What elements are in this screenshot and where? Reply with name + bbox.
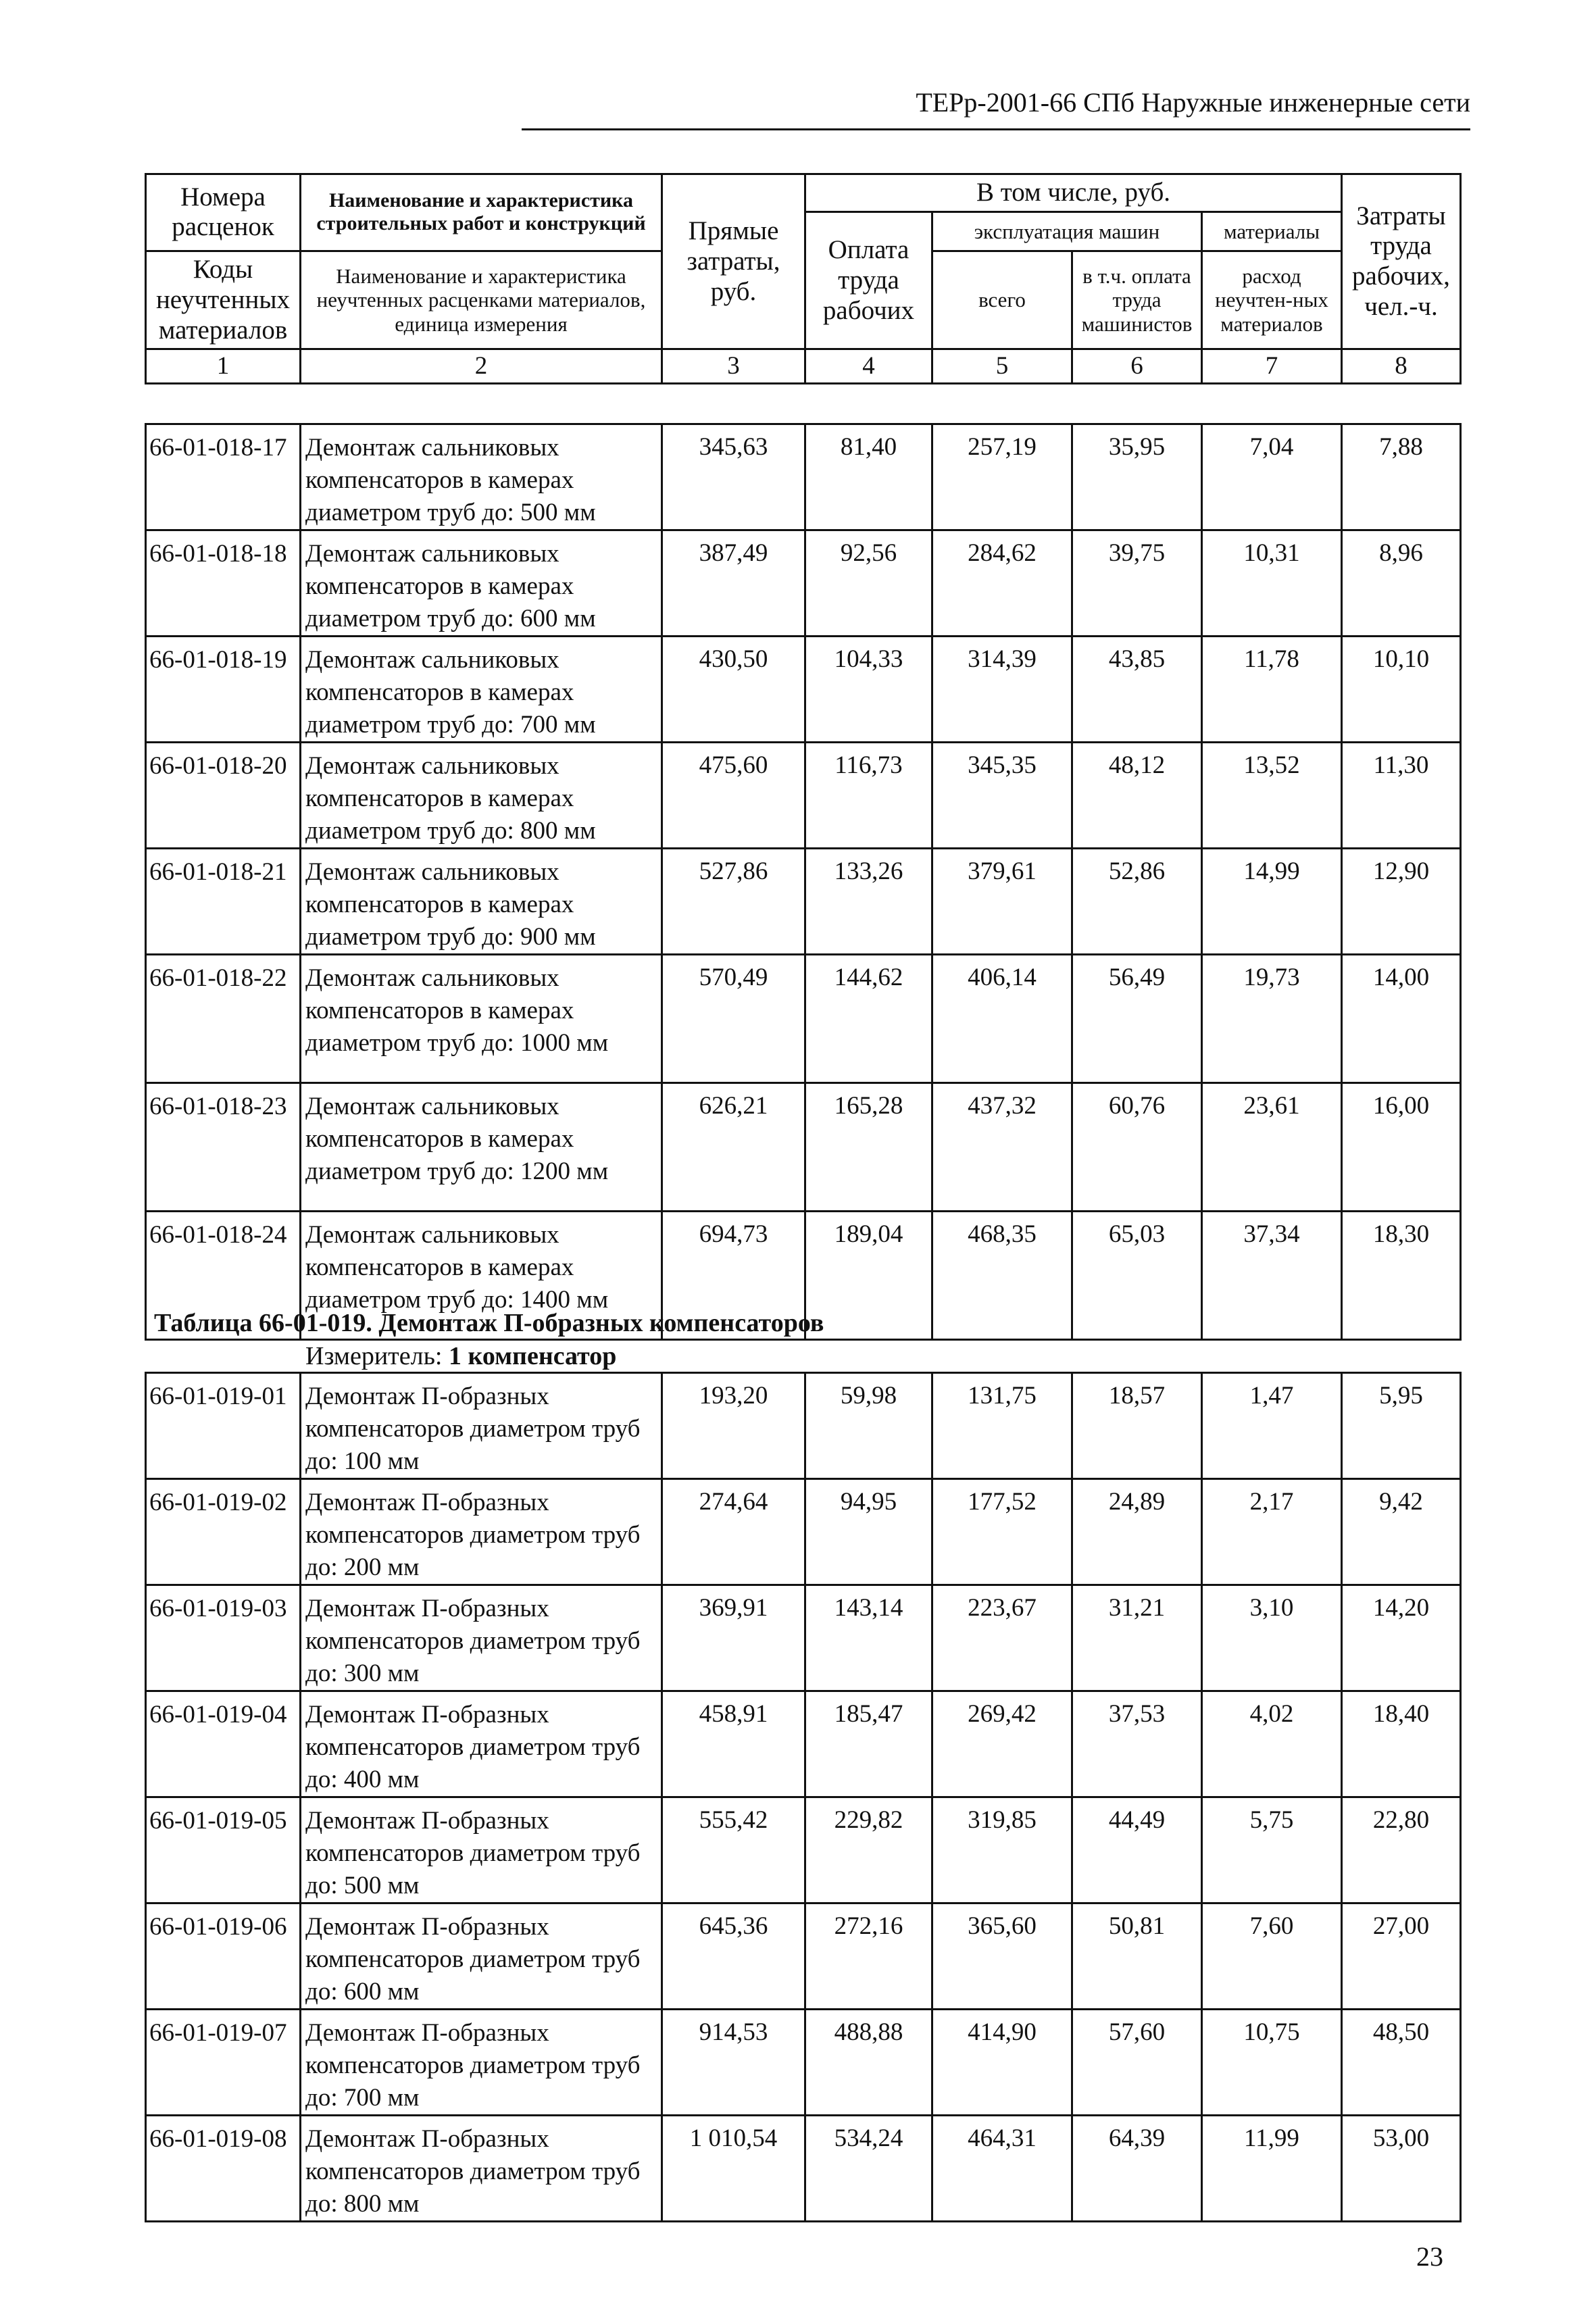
col-header-worker-pay: Оплата труда рабочих [805, 211, 932, 349]
direct-costs-value: 274,64 [662, 1479, 805, 1585]
direct-costs-value: 527,86 [662, 849, 805, 955]
materials-value: 4,02 [1202, 1691, 1342, 1797]
direct-costs-value: 387,49 [662, 530, 805, 637]
machinist-pay-value: 44,49 [1072, 1797, 1202, 1903]
labor-hours-value: 8,96 [1342, 530, 1461, 637]
machines-total-value: 269,42 [932, 1691, 1072, 1797]
machinist-pay-value: 56,49 [1072, 955, 1202, 1083]
rate-description: Демонтаж П-образных компенсаторов диаметром труб до: 100 мм [301, 1373, 662, 1479]
direct-costs-value: 430,50 [662, 637, 805, 743]
direct-costs-value: 570,49 [662, 955, 805, 1083]
machinist-pay-value: 65,03 [1072, 1212, 1202, 1340]
worker-pay-value: 143,14 [805, 1585, 932, 1691]
machines-total-value: 177,52 [932, 1479, 1072, 1585]
section-title: Таблица 66-01-019. Демонтаж П-образных компенсаторов [154, 1309, 824, 1337]
direct-costs-value: 645,36 [662, 1903, 805, 2010]
col-index: 1 [146, 349, 301, 384]
rate-code: 66-01-018-22 [146, 955, 301, 1083]
direct-costs-value: 626,21 [662, 1083, 805, 1212]
labor-hours-value: 48,50 [1342, 2010, 1461, 2116]
table-row [146, 1797, 1461, 1903]
rate-code: 66-01-019-07 [146, 2010, 301, 2116]
col-index: 2 [301, 349, 662, 384]
machinist-pay-value: 31,21 [1072, 1585, 1202, 1691]
direct-costs-value: 369,91 [662, 1585, 805, 1691]
col-header-material-codes: Коды неучтенных материалов [146, 251, 301, 349]
labor-hours-value: 14,20 [1342, 1585, 1461, 1691]
machines-total-value: 414,90 [932, 2010, 1072, 2116]
worker-pay-value: 229,82 [805, 1797, 932, 1903]
rate-description: Демонтаж сальниковых компенсаторов в камерах диаметром труб до: 1200 мм [301, 1083, 662, 1212]
worker-pay-value: 488,88 [805, 2010, 932, 2116]
machinist-pay-value: 18,57 [1072, 1373, 1202, 1479]
rate-description: Демонтаж П-образных компенсаторов диаметром труб до: 200 мм [301, 1479, 662, 1585]
col-header-labor-hours: Затраты труда рабочих, чел.-ч. [1342, 174, 1461, 349]
measure-label: Измеритель: [305, 1342, 443, 1370]
table-row [146, 1373, 1461, 1479]
materials-value: 23,61 [1202, 1083, 1342, 1212]
column-header-table [145, 173, 1462, 384]
table-row [146, 1479, 1461, 1585]
labor-hours-value: 27,00 [1342, 1903, 1461, 2010]
machinist-pay-value: 52,86 [1072, 849, 1202, 955]
rate-description: Демонтаж сальниковых компенсаторов в камерах диаметром труб до: 800 мм [301, 743, 662, 849]
materials-value: 14,99 [1202, 849, 1342, 955]
table-row [146, 1083, 1461, 1212]
direct-costs-value: 193,20 [662, 1373, 805, 1479]
table-row [146, 1585, 1461, 1691]
table-row [146, 2010, 1461, 2116]
labor-hours-value: 18,30 [1342, 1212, 1461, 1340]
rates-table-018 [145, 423, 1462, 1341]
labor-hours-value: 22,80 [1342, 1797, 1461, 1903]
worker-pay-value: 272,16 [805, 1903, 932, 2010]
machines-total-value: 365,60 [932, 1903, 1072, 2010]
machinist-pay-value: 50,81 [1072, 1903, 1202, 2010]
machinist-pay-value: 48,12 [1072, 743, 1202, 849]
labor-hours-value: 11,30 [1342, 743, 1461, 849]
direct-costs-value: 555,42 [662, 1797, 805, 1903]
rate-description: Демонтаж П-образных компенсаторов диаметром труб до: 600 мм [301, 1903, 662, 2010]
col-index: 8 [1342, 349, 1461, 384]
col-header-machines-total: всего [932, 251, 1072, 349]
materials-value: 10,31 [1202, 530, 1342, 637]
measure-unit [305, 1341, 616, 1371]
rate-code: 66-01-019-08 [146, 2116, 301, 2222]
rate-description: Демонтаж сальниковых компенсаторов в камерах диаметром труб до: 1000 мм [301, 955, 662, 1083]
rate-description: Демонтаж сальниковых компенсаторов в камерах диаметром труб до: 900 мм [301, 849, 662, 955]
worker-pay-value: 94,95 [805, 1479, 932, 1585]
labor-hours-value: 7,88 [1342, 424, 1461, 530]
machinist-pay-value: 60,76 [1072, 1083, 1202, 1212]
machines-total-value: 468,35 [932, 1212, 1072, 1340]
direct-costs-value: 345,63 [662, 424, 805, 530]
direct-costs-value: 1 010,54 [662, 2116, 805, 2222]
col-header-machines: эксплуатация машин [932, 211, 1202, 251]
machines-total-value: 345,35 [932, 743, 1072, 849]
labor-hours-value: 14,00 [1342, 955, 1461, 1083]
rate-code: 66-01-019-05 [146, 1797, 301, 1903]
rate-description: Демонтаж сальниковых компенсаторов в камерах диаметром труб до: 600 мм [301, 530, 662, 637]
labor-hours-value: 18,40 [1342, 1691, 1461, 1797]
table-row [146, 424, 1461, 530]
rate-code: 66-01-018-17 [146, 424, 301, 530]
table-row [146, 1691, 1461, 1797]
direct-costs-value: 694,73 [662, 1212, 805, 1340]
worker-pay-value: 59,98 [805, 1373, 932, 1479]
col-header-rate-numbers: Номера расценок [146, 174, 301, 251]
table-row [146, 849, 1461, 955]
col-index: 6 [1072, 349, 1202, 384]
rate-code: 66-01-019-03 [146, 1585, 301, 1691]
direct-costs-value: 458,91 [662, 1691, 805, 1797]
labor-hours-value: 12,90 [1342, 849, 1461, 955]
worker-pay-value: 534,24 [805, 2116, 932, 2222]
col-header-including: В том числе, руб. [805, 174, 1342, 212]
col-header-material-usage: расход неучтен-ных материалов [1202, 251, 1342, 349]
labor-hours-value: 9,42 [1342, 1479, 1461, 1585]
materials-value: 13,52 [1202, 743, 1342, 849]
worker-pay-value: 81,40 [805, 424, 932, 530]
worker-pay-value: 144,62 [805, 955, 932, 1083]
machines-total-value: 284,62 [932, 530, 1072, 637]
col-header-direct-costs: Прямые затраты, руб. [662, 174, 805, 349]
rate-description: Демонтаж П-образных компенсаторов диаметром труб до: 800 мм [301, 2116, 662, 2222]
col-header-materials: материалы [1202, 211, 1342, 251]
materials-value: 10,75 [1202, 2010, 1342, 2116]
labor-hours-value: 5,95 [1342, 1373, 1461, 1479]
col-index: 5 [932, 349, 1072, 384]
direct-costs-value: 475,60 [662, 743, 805, 849]
rate-description: Демонтаж П-образных компенсаторов диаметром труб до: 700 мм [301, 2010, 662, 2116]
rate-code: 66-01-019-01 [146, 1373, 301, 1479]
machines-total-value: 131,75 [932, 1373, 1072, 1479]
materials-value: 37,34 [1202, 1212, 1342, 1340]
rate-code: 66-01-019-02 [146, 1479, 301, 1585]
materials-value: 5,75 [1202, 1797, 1342, 1903]
materials-value: 2,17 [1202, 1479, 1342, 1585]
materials-value: 19,73 [1202, 955, 1342, 1083]
col-index: 3 [662, 349, 805, 384]
table-row [146, 530, 1461, 637]
materials-value: 3,10 [1202, 1585, 1342, 1691]
col-index: 7 [1202, 349, 1342, 384]
worker-pay-value: 116,73 [805, 743, 932, 849]
table-row [146, 955, 1461, 1083]
rate-description: Демонтаж П-образных компенсаторов диаметром труб до: 400 мм [301, 1691, 662, 1797]
rate-code: 66-01-019-04 [146, 1691, 301, 1797]
table-row [146, 2116, 1461, 2222]
materials-value: 1,47 [1202, 1373, 1342, 1479]
machines-total-value: 464,31 [932, 2116, 1072, 2222]
col-header-material-name: Наименование и характеристика неучтенных расценками материалов, единица измерения [301, 251, 662, 349]
worker-pay-value: 104,33 [805, 637, 932, 743]
direct-costs-value: 914,53 [662, 2010, 805, 2116]
machinist-pay-value: 24,89 [1072, 1479, 1202, 1585]
worker-pay-value: 92,56 [805, 530, 932, 637]
machines-total-value: 223,67 [932, 1585, 1072, 1691]
col-header-work-name: Наименование и характеристика строительных работ и конструкций [301, 174, 662, 251]
rate-description: Демонтаж сальниковых компенсаторов в камерах диаметром труб до: 500 мм [301, 424, 662, 530]
labor-hours-value: 16,00 [1342, 1083, 1461, 1212]
machinist-pay-value: 37,53 [1072, 1691, 1202, 1797]
worker-pay-value: 185,47 [805, 1691, 932, 1797]
table-row [146, 637, 1461, 743]
labor-hours-value: 53,00 [1342, 2116, 1461, 2222]
rate-code: 66-01-018-24 [146, 1212, 301, 1340]
materials-value: 7,60 [1202, 1903, 1342, 2010]
rate-code: 66-01-018-20 [146, 743, 301, 849]
col-header-machinist-pay: в т.ч. оплата труда машинистов [1072, 251, 1202, 349]
rate-description: Демонтаж сальниковых компенсаторов в камерах диаметром труб до: 700 мм [301, 637, 662, 743]
machinist-pay-value: 64,39 [1072, 2116, 1202, 2222]
document-header-title: ТЕРр-2001-66 СПб Наружные инженерные сети [916, 87, 1470, 118]
rate-description: Демонтаж сальниковых компенсаторов в камерах диаметром труб до: 1400 мм [301, 1212, 662, 1340]
col-index: 4 [805, 349, 932, 384]
machines-total-value: 319,85 [932, 1797, 1072, 1903]
machinist-pay-value: 39,75 [1072, 530, 1202, 637]
materials-value: 11,78 [1202, 637, 1342, 743]
materials-value: 11,99 [1202, 2116, 1342, 2222]
machinist-pay-value: 35,95 [1072, 424, 1202, 530]
rate-description: Демонтаж П-образных компенсаторов диаметром труб до: 300 мм [301, 1585, 662, 1691]
rate-code: 66-01-018-21 [146, 849, 301, 955]
machines-total-value: 437,32 [932, 1083, 1072, 1212]
table-row [146, 1903, 1461, 2010]
machines-total-value: 314,39 [932, 637, 1072, 743]
machines-total-value: 257,19 [932, 424, 1072, 530]
machines-total-value: 406,14 [932, 955, 1072, 1083]
rate-description: Демонтаж П-образных компенсаторов диаметром труб до: 500 мм [301, 1797, 662, 1903]
rate-code: 66-01-018-19 [146, 637, 301, 743]
rate-code: 66-01-019-06 [146, 1903, 301, 2010]
worker-pay-value: 165,28 [805, 1083, 932, 1212]
worker-pay-value: 133,26 [805, 849, 932, 955]
materials-value: 7,04 [1202, 424, 1342, 530]
rate-code: 66-01-018-18 [146, 530, 301, 637]
machinist-pay-value: 43,85 [1072, 637, 1202, 743]
machinist-pay-value: 57,60 [1072, 2010, 1202, 2116]
rates-table-019 [145, 1372, 1462, 2222]
machines-total-value: 379,61 [932, 849, 1072, 955]
worker-pay-value: 189,04 [805, 1212, 932, 1340]
rate-code: 66-01-018-23 [146, 1083, 301, 1212]
header-divider [522, 128, 1470, 130]
table-row [146, 743, 1461, 849]
labor-hours-value: 10,10 [1342, 637, 1461, 743]
measure-value: 1 компенсатор [449, 1342, 617, 1370]
page-number: 23 [1416, 2241, 1443, 2272]
